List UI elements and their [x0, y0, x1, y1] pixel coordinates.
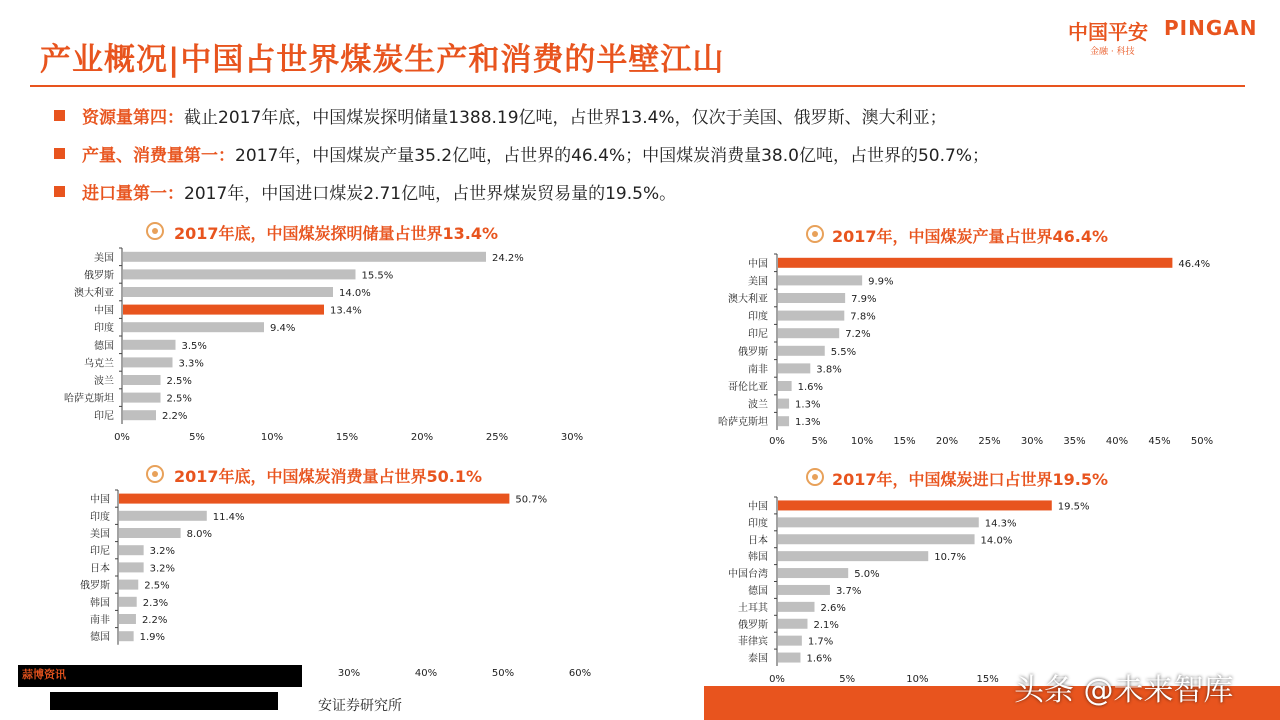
bullet-marker	[54, 110, 65, 121]
bar	[123, 252, 486, 262]
x-tick-label: 15%	[976, 674, 999, 685]
category-label: 印度	[90, 511, 110, 523]
data-label: 14.3%	[984, 518, 1017, 530]
data-label: 14.0%	[980, 535, 1013, 547]
data-label: 11.4%	[212, 511, 245, 523]
x-tick-label: 10%	[850, 436, 874, 447]
x-tick-label: 5%	[189, 432, 205, 443]
source-tag: 蒜博资讯	[22, 668, 66, 681]
data-label: 1.6%	[797, 382, 824, 393]
data-label: 5.0%	[854, 569, 880, 581]
bullet-lead: 资源量第四：	[82, 108, 184, 128]
bar	[778, 568, 848, 578]
watermark: 头条 @未来智库	[1014, 673, 1234, 708]
data-label: 2.6%	[820, 602, 846, 614]
data-label: 3.5%	[181, 340, 207, 352]
category-label: 南非	[90, 615, 110, 626]
category-label: 澳大利亚	[728, 294, 768, 305]
x-tick-label: 0%	[769, 674, 785, 685]
bar	[123, 322, 264, 332]
category-label: 德国	[94, 340, 114, 352]
bar	[778, 585, 830, 595]
data-label: 3.2%	[149, 563, 176, 575]
bullet-item	[54, 103, 1234, 141]
bullet-list	[54, 103, 1234, 217]
data-label: 19.5%	[1057, 501, 1090, 513]
category-label: 中国	[748, 501, 768, 513]
chart-title-consumption: 2017年底，中国煤炭消费量占世界50.1%	[174, 467, 483, 486]
x-tick-label: 35%	[1063, 436, 1086, 447]
data-label: 1.7%	[807, 636, 834, 648]
x-tick-label: 25%	[978, 436, 1001, 447]
data-label: 50.7%	[515, 494, 548, 506]
data-label: 8.0%	[186, 529, 213, 540]
category-label: 韩国	[748, 552, 768, 564]
x-tick-label: 60%	[568, 668, 592, 679]
x-tick-label: 30%	[337, 668, 361, 679]
category-label: 印尼	[90, 546, 110, 558]
data-label: 1.6%	[806, 653, 832, 665]
x-tick-label: 5%	[839, 674, 856, 685]
chart-title-icon	[806, 225, 824, 243]
brand-logo	[1068, 16, 1268, 56]
category-label: 德国	[90, 632, 110, 644]
data-label: 7.8%	[850, 311, 876, 323]
data-label: 10.7%	[934, 552, 967, 564]
bar	[123, 393, 161, 403]
category-label: 哈萨克斯坦	[718, 417, 768, 429]
data-label: 2.5%	[166, 393, 192, 405]
x-tick-label: 45%	[1148, 436, 1171, 447]
x-tick-label: 20%	[935, 436, 959, 447]
category-label: 印度	[748, 518, 768, 530]
bar	[119, 511, 207, 521]
logo-en: PINGAN	[1164, 16, 1258, 40]
category-label: 澳大利亚	[74, 288, 114, 299]
data-label: 3.8%	[816, 364, 842, 376]
data-label: 3.2%	[149, 546, 176, 558]
bullet-marker	[54, 186, 65, 197]
category-label: 美国	[94, 252, 114, 264]
category-label: 日本	[748, 535, 768, 547]
bar	[778, 293, 845, 303]
category-label: 中国台湾	[728, 569, 768, 581]
chart-title-production: 2017年，中国煤炭产量占世界46.4%	[832, 227, 1109, 246]
data-label: 2.5%	[144, 580, 170, 592]
bar	[119, 580, 138, 590]
bar	[778, 399, 789, 409]
bullet-body: 2017年，中国进口煤炭2.71亿吨，占世界煤炭贸易量的19.5%。	[184, 184, 677, 204]
bullet-lead: 进口量第一：	[82, 184, 184, 204]
bar	[778, 363, 810, 373]
bar	[123, 410, 156, 420]
category-label: 印尼	[94, 411, 114, 423]
chart-title-imports: 2017年，中国煤炭进口占世界19.5%	[832, 470, 1109, 489]
bullet-marker	[54, 148, 65, 159]
bar	[778, 346, 825, 356]
data-label: 9.4%	[270, 323, 296, 335]
data-label: 13.4%	[330, 305, 362, 317]
category-label: 波兰	[94, 376, 114, 387]
category-label: 菲律宾	[738, 636, 768, 648]
x-tick-label: 15%	[335, 432, 359, 443]
bar	[123, 269, 356, 279]
data-label: 3.3%	[178, 358, 204, 370]
data-label: 1.3%	[795, 399, 821, 411]
category-label: 中国	[748, 258, 768, 270]
category-label: 哥伦比亚	[728, 382, 768, 393]
bar	[119, 545, 144, 555]
logo-cn: 中国平安	[1068, 20, 1148, 44]
bar	[123, 340, 176, 350]
category-label: 中国	[94, 305, 114, 317]
x-tick-label: 40%	[414, 668, 438, 679]
x-tick-label: 50%	[491, 668, 515, 679]
category-label: 俄罗斯	[738, 346, 768, 358]
category-label: 俄罗斯	[80, 580, 110, 592]
chart-reserves	[0, 244, 620, 449]
data-label: 9.9%	[868, 276, 894, 288]
data-label: 2.1%	[813, 619, 839, 631]
category-label: 乌克兰	[84, 358, 114, 370]
chart-production	[640, 248, 1270, 453]
bar	[123, 357, 173, 367]
bar	[778, 636, 802, 646]
bar	[778, 602, 815, 612]
data-label: 5.5%	[830, 346, 857, 358]
category-label: 印度	[748, 311, 768, 323]
data-label: 1.9%	[139, 632, 166, 644]
bar	[119, 528, 181, 538]
bar	[778, 311, 844, 321]
category-label: 泰国	[748, 653, 768, 665]
bar	[778, 328, 839, 338]
logo-tagline: 金融 · 科技	[1090, 47, 1135, 57]
category-label: 美国	[90, 529, 110, 540]
bar	[778, 653, 800, 663]
x-tick-label: 20%	[410, 432, 434, 443]
bullet-body: 截止2017年底，中国煤炭探明储量1388.19亿吨，占世界13.4%，仅次于美国、俄罗斯、澳大利亚；	[184, 108, 947, 128]
data-label: 2.3%	[142, 597, 169, 609]
x-tick-label: 50%	[1190, 436, 1214, 447]
bar-highlight	[119, 494, 509, 504]
page-title: 产业概况|中国占世界煤炭生产和消费的半壁江山	[40, 42, 725, 78]
bar	[119, 631, 134, 641]
bar	[778, 275, 862, 285]
category-label: 俄罗斯	[738, 619, 768, 631]
data-label: 1.3%	[795, 417, 821, 429]
bullet-item	[54, 141, 1234, 179]
title-divider	[30, 85, 1245, 87]
data-label: 2.5%	[166, 376, 192, 387]
chart-consumption	[0, 486, 620, 686]
chart-title-reserves: 2017年底，中国煤炭探明储量占世界13.4%	[174, 224, 499, 243]
category-label: 南非	[748, 364, 768, 376]
x-tick-label: 40%	[1105, 436, 1129, 447]
data-label: 14.0%	[339, 288, 371, 299]
x-tick-label: 30%	[560, 432, 584, 443]
footer-org: 安证券研究所	[318, 698, 402, 714]
x-tick-label: 10%	[260, 432, 284, 443]
bar	[119, 614, 136, 624]
bar	[778, 551, 928, 561]
x-tick-label: 25%	[485, 432, 509, 443]
chart-imports	[640, 492, 1270, 688]
bar	[778, 416, 789, 426]
chart-title-icon	[806, 468, 824, 486]
category-label: 土耳其	[738, 602, 768, 614]
data-label: 46.4%	[1178, 258, 1211, 270]
x-tick-label: 0%	[769, 436, 785, 447]
data-label: 2.2%	[141, 615, 168, 626]
bar	[123, 287, 333, 297]
x-tick-label: 30%	[1020, 436, 1044, 447]
bar	[119, 597, 137, 607]
category-label: 印尼	[748, 329, 768, 341]
bar-highlight	[778, 500, 1052, 510]
category-label: 日本	[90, 563, 110, 575]
category-label: 波兰	[748, 399, 768, 411]
bar	[778, 381, 792, 391]
bar-highlight	[778, 258, 1172, 268]
bar	[778, 517, 979, 527]
data-label: 3.7%	[835, 585, 862, 597]
data-label: 15.5%	[361, 270, 394, 282]
bullet-lead: 产量、消费量第一：	[82, 146, 235, 166]
category-label: 韩国	[90, 597, 110, 609]
redaction-block	[50, 692, 278, 710]
x-tick-label: 5%	[811, 436, 828, 447]
bar	[778, 619, 807, 629]
bullet-text	[82, 179, 676, 204]
bar	[123, 375, 161, 385]
bar	[778, 534, 975, 544]
data-label: 24.2%	[492, 252, 524, 264]
bullet-text	[82, 141, 989, 166]
bullet-body: 2017年，中国煤炭产量35.2亿吨，占世界的46.4%；中国煤炭消费量38.0亿吨，占世界的50.7%；	[235, 146, 989, 166]
chart-title-icon	[146, 222, 164, 240]
category-label: 美国	[748, 276, 768, 288]
data-label: 7.2%	[845, 329, 871, 341]
bullet-item	[54, 179, 1234, 217]
x-tick-label: 10%	[906, 674, 929, 685]
bar-highlight	[123, 305, 324, 315]
category-label: 俄罗斯	[84, 270, 114, 282]
bullet-text	[82, 103, 947, 128]
category-label: 哈萨克斯坦	[64, 393, 114, 405]
x-tick-label: 15%	[893, 436, 916, 447]
bar	[119, 562, 144, 572]
category-label: 印度	[94, 323, 114, 335]
data-label: 2.2%	[162, 411, 188, 423]
data-label: 7.9%	[851, 294, 877, 305]
chart-title-icon	[146, 465, 164, 483]
x-tick-label: 0%	[114, 432, 130, 443]
category-label: 中国	[90, 494, 110, 506]
category-label: 德国	[748, 585, 768, 597]
